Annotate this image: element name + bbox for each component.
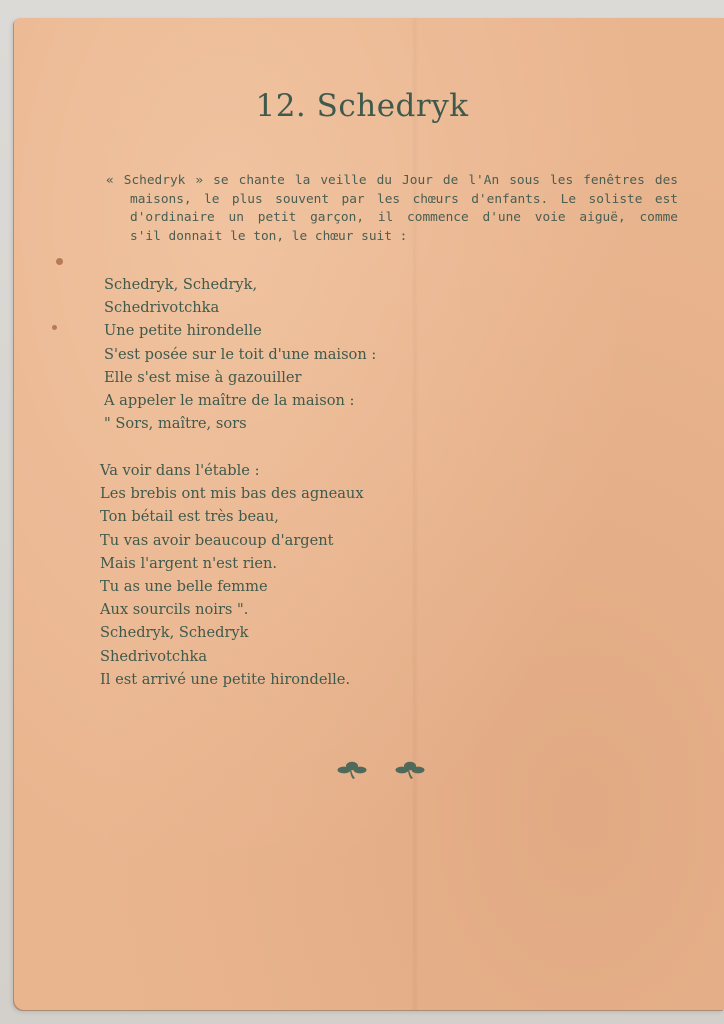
punch-hole bbox=[56, 258, 63, 265]
poem-line: Schedryk, Schedryk bbox=[100, 624, 249, 642]
poem-line: Schedrivotchka bbox=[104, 299, 220, 317]
poem-line: Mais l'argent n'est rien. bbox=[100, 554, 278, 572]
poem-line: Shedrivotchka bbox=[100, 647, 208, 665]
poem-line: Il est arrivé une petite hirondelle. bbox=[100, 670, 351, 688]
poem-line: Schedryk, Schedryk, bbox=[104, 276, 258, 293]
poem-line: Va voir dans l'étable : bbox=[100, 462, 260, 479]
intro-line: « Schedryk » se chante la veille du Jour de l'An sous les fenêtres des bbox=[106, 173, 678, 188]
poem-stanza-1 bbox=[104, 273, 376, 435]
intro-line: s'il donnait le ton, le chœur suit : bbox=[130, 228, 408, 244]
poem-line: A appeler le maître de la maison : bbox=[104, 392, 355, 410]
fleuron-left-icon bbox=[338, 762, 367, 779]
poem-line: Une petite hirondelle bbox=[104, 322, 262, 340]
page-title: 12. Schedryk bbox=[255, 88, 469, 124]
punch-hole bbox=[52, 325, 57, 330]
poem-line: Les brebis ont mis bas des agneaux bbox=[100, 485, 364, 503]
intro-line: d'ordinaire un petit garçon, il commence d'une voie aiguë, comme bbox=[130, 210, 678, 225]
poem-line: Elle s'est mise à gazouiller bbox=[104, 368, 302, 386]
poem-line: Tu vas avoir beaucoup d'argent bbox=[100, 531, 334, 549]
fleuron-right-icon bbox=[396, 762, 425, 779]
intro-paragraph bbox=[106, 172, 678, 246]
poem-line: Tu as une belle femme bbox=[100, 578, 268, 596]
ornament-fleuron-icon bbox=[334, 757, 434, 783]
poem-stanza-2 bbox=[100, 459, 364, 691]
poem-line: S'est posée sur le toit d'une maison : bbox=[104, 345, 377, 363]
intro-line: maisons, le plus souvent par les chœurs d'enfants. Le soliste est bbox=[130, 191, 678, 207]
poem-line: " Sors, maître, sors bbox=[104, 415, 247, 433]
poem-line: Aux sourcils noirs ". bbox=[100, 601, 249, 619]
poem-line: Ton bétail est très beau, bbox=[100, 508, 279, 526]
